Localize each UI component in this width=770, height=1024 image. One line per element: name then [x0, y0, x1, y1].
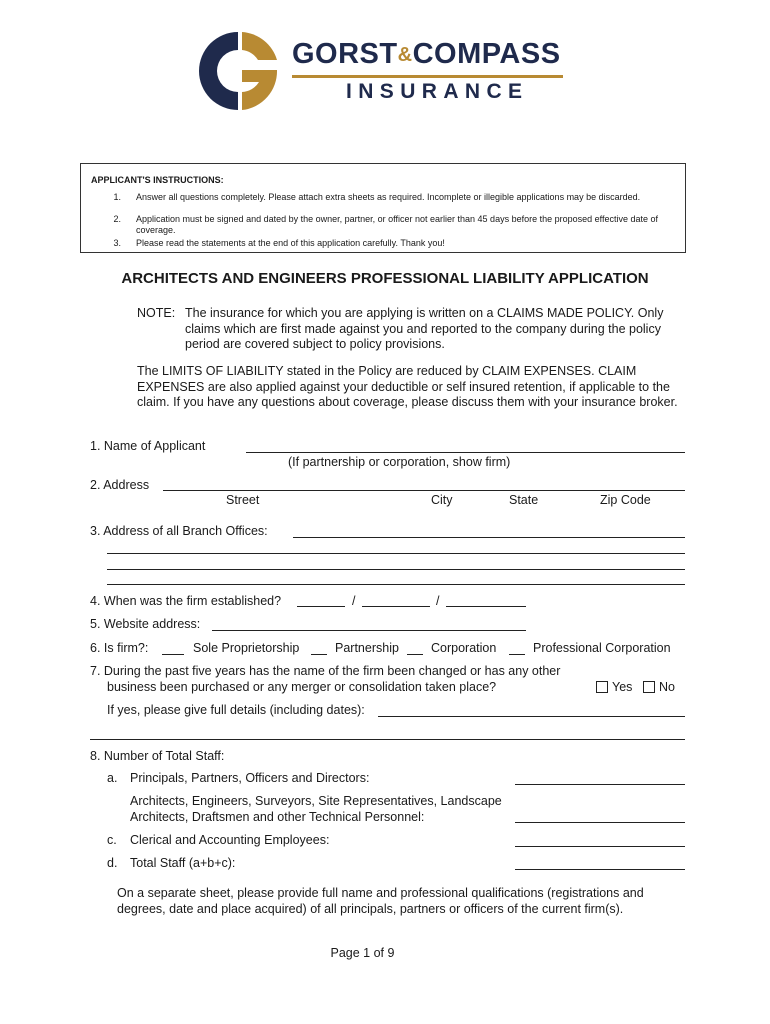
- q8a-text: Principals, Partners, Officers and Directors:: [130, 771, 370, 785]
- partnership-blank[interactable]: [311, 654, 327, 655]
- q8c-letter: c.: [107, 833, 117, 847]
- technical-staff-count-field[interactable]: [515, 822, 685, 823]
- yes-checkbox[interactable]: [596, 681, 608, 693]
- note-label: NOTE:: [137, 306, 176, 320]
- instruction-number: 1.: [113, 192, 121, 202]
- details-field-1[interactable]: [378, 716, 685, 717]
- q8b-text-line2: Architects, Draftsmen and other Technical Personnel:: [130, 810, 425, 824]
- q7-question-line1: 7. During the past five years has the name of the firm been changed or has any other: [90, 664, 561, 678]
- q2-label: 2. Address: [90, 478, 150, 492]
- branch-offices-field-1[interactable]: [293, 537, 685, 538]
- logo-subtitle: INSURANCE: [346, 80, 529, 103]
- branch-offices-field-3[interactable]: [107, 569, 685, 570]
- option-partnership: Partnership: [335, 641, 399, 655]
- instruction-number: 2.: [113, 214, 121, 224]
- option-professional-corporation: Professional Corporation: [533, 641, 671, 655]
- option-corporation: Corporation: [431, 641, 497, 655]
- applicant-name-field[interactable]: [246, 452, 685, 453]
- no-label: No: [659, 680, 675, 694]
- established-year-field[interactable]: [446, 606, 526, 607]
- q7-details-label: If yes, please give full details (including dates):: [107, 703, 365, 717]
- corporation-blank[interactable]: [407, 654, 423, 655]
- address-state-caption: State: [509, 493, 539, 507]
- date-separator: /: [352, 594, 356, 608]
- page-number: Page 1 of 9: [330, 946, 395, 960]
- established-day-field[interactable]: [362, 606, 430, 607]
- note-text: The insurance for which you are applying is written on a CLAIMS MADE POLICY. Only claims which are first made against you and reported to the company during the policy period are covered subject to policy provisions.: [185, 306, 664, 351]
- address-street-caption: Street: [226, 493, 260, 507]
- q8b-text-line1: Architects, Engineers, Surveyors, Site Representatives, Landscape: [130, 794, 502, 808]
- clerical-count-field[interactable]: [515, 846, 685, 847]
- website-field[interactable]: [212, 630, 526, 631]
- q1-hint: (If partnership or corporation, show firm): [288, 455, 511, 469]
- yes-label: Yes: [612, 680, 633, 694]
- q5-label: 5. Website address:: [90, 617, 201, 631]
- established-month-field[interactable]: [297, 606, 345, 607]
- address-field[interactable]: [163, 490, 685, 491]
- q6-label: 6. Is firm?:: [90, 641, 149, 655]
- instruction-text: Please read the statements at the end of this application carefully. Thank you!: [136, 238, 445, 248]
- logo-divider: [292, 75, 563, 78]
- option-sole-proprietorship: Sole Proprietorship: [193, 641, 300, 655]
- details-field-2[interactable]: [90, 739, 685, 740]
- q8a-letter: a.: [107, 771, 118, 785]
- page-title: ARCHITECTS AND ENGINEERS PROFESSIONAL LIABILITY APPLICATION: [121, 270, 649, 287]
- instructions-title: APPLICANT'S INSTRUCTIONS:: [91, 175, 224, 185]
- limits-text: The LIMITS OF LIABILITY stated in the Policy are reduced by CLAIM EXPENSES. CLAIM EXPENSES are also applied against your deductible or self insured retention, if applicable to the claim. If you have any questions about coverage, please discuss them with your insurance broker.: [137, 364, 678, 409]
- q8d-text: Total Staff (a+b+c):: [130, 856, 236, 870]
- address-zip-caption: Zip Code: [600, 493, 651, 507]
- branch-offices-field-4[interactable]: [107, 584, 685, 585]
- instruction-text: Application must be signed and dated by the owner, partner, or officer not earlier than 45 days before the proposed effective date of coverage.: [136, 214, 659, 235]
- q8c-text: Clerical and Accounting Employees:: [130, 833, 330, 847]
- q4-label: 4. When was the firm established?: [90, 594, 282, 608]
- branch-offices-field-2[interactable]: [107, 553, 685, 554]
- company-logo-icon: [198, 30, 278, 112]
- sole-proprietorship-blank[interactable]: [162, 654, 184, 655]
- q8-label: 8. Number of Total Staff:: [90, 749, 225, 763]
- instruction-number: 3.: [113, 238, 121, 248]
- separate-sheet-text: On a separate sheet, please provide full name and professional qualifications (registrations and degrees, date and place acquired) of all principals, partners or officers of the current firm(s).: [117, 886, 644, 916]
- logo-wordmark: GORST&COMPASS: [292, 38, 561, 70]
- q7-question-line2: business been purchased or any merger or consolidation taken place?: [107, 680, 497, 694]
- professional-corporation-blank[interactable]: [509, 654, 525, 655]
- q1-label: 1. Name of Applicant: [90, 439, 206, 453]
- q3-label: 3. Address of all Branch Offices:: [90, 524, 268, 538]
- total-staff-count-field[interactable]: [515, 869, 685, 870]
- address-city-caption: City: [431, 493, 453, 507]
- q8d-letter: d.: [107, 856, 118, 870]
- no-checkbox[interactable]: [643, 681, 655, 693]
- date-separator: /: [436, 594, 440, 608]
- instruction-text: Answer all questions completely. Please attach extra sheets as required. Incomplete or illegible applications may be discarded.: [136, 192, 641, 202]
- principals-count-field[interactable]: [515, 784, 685, 785]
